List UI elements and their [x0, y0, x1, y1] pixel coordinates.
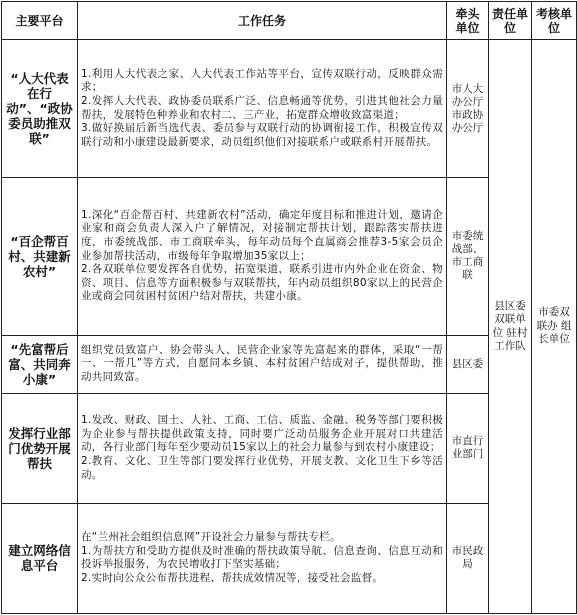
header-lead-unit: 牵头单位 — [447, 2, 489, 40]
task-item: 1.发改、财政、国土、人社、工商、工信、质监、金融、税务等部门要积极为企业参与帮扶提供政策支持，同时要广泛动员服务企业开展对口共建活动，各行业部门每年至少要动员15家以上的社会力量参与到农村小康建设； — [81, 414, 443, 454]
lead-unit-cell: 市委统战部、市工商联 — [447, 178, 489, 335]
task-item: 1.利用人大代表之家、人大代表工作站等平台，宣传双联行动，反映群众需求； — [81, 67, 443, 94]
task-item: 组织党员致富户、协会带头人、民营企业家等先富起来的群体，采取“一帮一、一帮几”等方式，自愿同本乡镇、本村贫困户结成对子，提供帮助，推动共同致富。 — [81, 343, 443, 383]
platform-cell: “人大代表在行动”、“政协委员助推双联” — [2, 40, 78, 178]
header-platform: 主要平台 — [2, 2, 78, 40]
task-item: 1.为帮扶方和受助方提供及时准确的帮扶政策导航、信息查询、信息互动和投诉举报服务，为农民增收打下坚实基础； — [81, 544, 443, 571]
task-item: 1.深化“百企帮百村、共建新农村”活动，确定年度目标和推进计划，邀请企业家和商会负责人深入户了解情况，对接制定帮扶计划，跟踪落实帮扶进度，市委统战部、市工商联牵头，每年动员每个直属商会推荐3-5家会员企业参加帮扶活动，市级每年争取增加35家以上； — [81, 208, 443, 262]
lead-unit-cell: 市民政局 — [447, 503, 489, 613]
platform-cell: “先富帮后富、共同奔小康” — [2, 335, 78, 393]
assess-unit-cell: 市委双联办 组长单位 — [532, 40, 577, 614]
lead-unit-cell: 市直行业部门 — [447, 393, 489, 503]
header-resp-unit: 责任单位 — [489, 2, 532, 40]
tasks-cell — [78, 178, 447, 335]
task-item: 在“兰州社会组织信息网”开设社会力量参与帮扶专栏。 — [81, 531, 341, 544]
tasks-cell — [78, 503, 447, 613]
platform-cell: “百企帮百村、共建新农村” — [2, 178, 78, 335]
task-item: 2.实时向公众公布帮扶进程、帮扶成效情况等，接受社会监督。 — [81, 571, 384, 584]
tasks-cell — [78, 393, 447, 503]
task-item: 2.教育、文化、卫生等部门要发挥行业优势，开展支教、文化卫生下乡等活动。 — [81, 454, 443, 481]
resp-unit-cell: 县区委 双联单位 驻村工作队 — [489, 40, 532, 614]
header-assess-unit: 考核单位 — [532, 2, 577, 40]
task-item: 2.发挥人大代表、政协委员联系广泛、信息畅通等优势，引进其他社会力量帮扶，发展特色种养业和农村二、三产业，拓宽群众增收致富渠道； — [81, 95, 443, 121]
header-row — [2, 2, 577, 40]
task-table — [1, 1, 577, 614]
tasks-cell — [78, 335, 447, 393]
task-item: 2.各双联单位要发挥各自优势，拓宽渠道，联系引进市内外企业在资金、物资、项目、信息等方面积极参与双联帮扶，年内动员组织80家以上的民营企业或商会同贫困村贫困户结对帮扶，共建小康。 — [81, 263, 443, 303]
header-tasks: 工作任务 — [78, 2, 447, 40]
platform-cell: 建立网络信息平台 — [2, 503, 78, 613]
task-item: 3.做好换届后新当选代表、委员参与双联行动的协调衔接工作，积极宣传双联行动和小康建设最新要求，动员组织他们对接联系户或联系村开展帮扶。 — [81, 122, 443, 148]
lead-unit-cell: 县区委 — [447, 335, 489, 393]
platform-cell: 发挥行业部门优势开展帮扶 — [2, 393, 78, 503]
lead-unit-cell: 市人大办公厅 市政协办公厅 — [447, 40, 489, 178]
table-row — [2, 40, 577, 178]
tasks-cell — [78, 40, 447, 178]
